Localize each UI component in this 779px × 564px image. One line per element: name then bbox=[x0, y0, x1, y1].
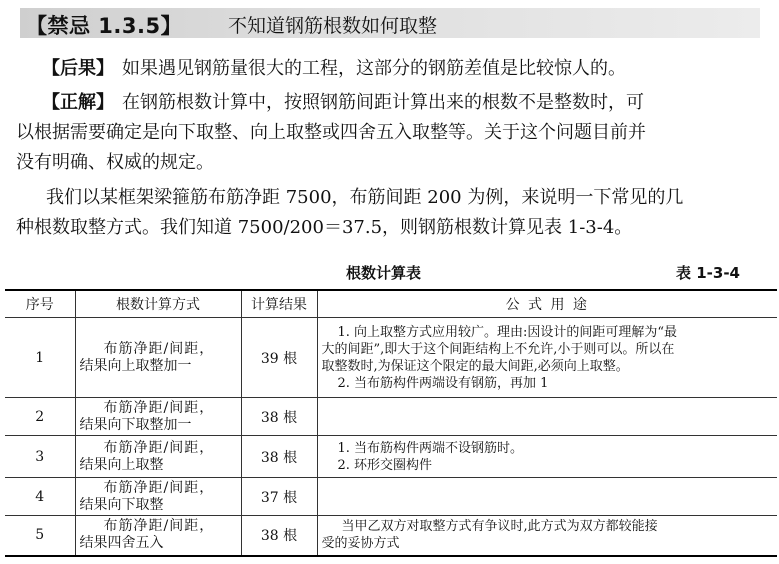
row-index: 4 bbox=[5, 478, 75, 516]
row-result: 38 根 bbox=[241, 516, 317, 556]
answer-text-line1: 在钢筋根数计算中，按照钢筋间距计算出来的根数不是整数时，可 bbox=[122, 92, 644, 113]
row-result: 38 根 bbox=[241, 398, 317, 436]
row-index: 3 bbox=[5, 436, 75, 478]
row-usage bbox=[317, 478, 777, 516]
row-method bbox=[75, 516, 241, 556]
method-line2: 结果向下取整加一 bbox=[79, 416, 192, 433]
table-title: 根数计算表 bbox=[346, 264, 422, 282]
row-result: 38 根 bbox=[241, 436, 317, 478]
method-line2: 结果四舍五入 bbox=[79, 535, 164, 552]
usage-line: 2. 环形交圈构件 bbox=[337, 457, 433, 473]
usage-line: 大的间距”,即大于这个间距结构上不允许,小于则可以。所以在 bbox=[321, 341, 675, 357]
row-usage bbox=[317, 398, 777, 436]
root-count-table bbox=[5, 289, 777, 557]
table-row bbox=[5, 398, 777, 436]
method-line1: 布筋净距/间距， bbox=[103, 479, 215, 496]
method-line1: 布筋净距/间距， bbox=[103, 518, 215, 535]
row-usage bbox=[317, 516, 777, 556]
table-code: 表 1-3-4 bbox=[676, 264, 740, 282]
consequence-text: 如果遇见钢筋量很大的工程，这部分的钢筋差值是比较惊人的。 bbox=[122, 58, 626, 79]
row-index: 1 bbox=[5, 318, 75, 398]
consequence-label: 【后果】 bbox=[42, 58, 114, 79]
header-index: 序号 bbox=[5, 290, 75, 318]
usage-line: 1. 当布筋构件两端不设钢筋时。 bbox=[337, 440, 524, 456]
table-row bbox=[5, 318, 777, 398]
method-line2: 结果向下取整 bbox=[79, 496, 164, 513]
answer-label: 【正解】 bbox=[42, 92, 114, 113]
answer-text-line3: 没有明确、权威的规定。 bbox=[16, 152, 214, 173]
method-line2: 结果向上取整加一 bbox=[79, 357, 192, 374]
usage-line: 2. 当布筋构件两端设有钢筋，再加 1 bbox=[337, 375, 549, 391]
row-usage bbox=[317, 436, 777, 478]
method-line1: 布筋净距/间距， bbox=[103, 439, 215, 456]
method-line2: 结果向上取整 bbox=[79, 456, 164, 473]
table-row bbox=[5, 478, 777, 516]
method-line1: 布筋净距/间距， bbox=[103, 340, 215, 357]
row-method bbox=[75, 398, 241, 436]
row-result: 37 根 bbox=[241, 478, 317, 516]
example-text-line2: 种根数取整方式。我们知道 7500/200＝37.5，则钢筋根数计算见表 1-3-4。 bbox=[16, 217, 633, 238]
table-row bbox=[5, 436, 777, 478]
row-index: 5 bbox=[5, 516, 75, 556]
row-method bbox=[75, 436, 241, 478]
section-number: 【禁忌 1.3.5】 bbox=[26, 14, 183, 38]
header-result: 计算结果 bbox=[241, 290, 317, 318]
row-method bbox=[75, 318, 241, 398]
answer-paragraph-line1 bbox=[42, 87, 644, 119]
row-method bbox=[75, 478, 241, 516]
usage-line: 1. 向上取整方式应用较广。理由:因设计的间距可理解为“最 bbox=[337, 324, 678, 340]
section-title: 不知道钢筋根数如何取整 bbox=[228, 15, 438, 37]
row-usage bbox=[317, 318, 777, 398]
row-index: 2 bbox=[5, 398, 75, 436]
header-usage: 公 式 用 途 bbox=[317, 290, 777, 318]
example-text-line1: 我们以某框架梁箍筋布筋净距 7500，布筋间距 200 为例，来说明一下常见的几 bbox=[46, 187, 684, 208]
method-line1: 布筋净距/间距， bbox=[103, 399, 215, 416]
usage-line: 取整数时,为保证这个限定的最大间距,必须向上取整。 bbox=[321, 358, 629, 374]
answer-text-line2: 以根据需要确定是向下取整、向上取整或四舍五入取整等。关于这个问题目前并 bbox=[16, 122, 646, 143]
consequence-paragraph bbox=[42, 53, 626, 85]
header-method: 根数计算方式 bbox=[75, 290, 241, 318]
usage-line: 当甲乙双方对取整方式有争议时,此方式为双方都较能接 bbox=[341, 519, 658, 535]
table-header-row bbox=[5, 290, 777, 318]
row-result: 39 根 bbox=[241, 318, 317, 398]
usage-line: 受的妥协方式 bbox=[321, 536, 400, 552]
table-row bbox=[5, 516, 777, 556]
